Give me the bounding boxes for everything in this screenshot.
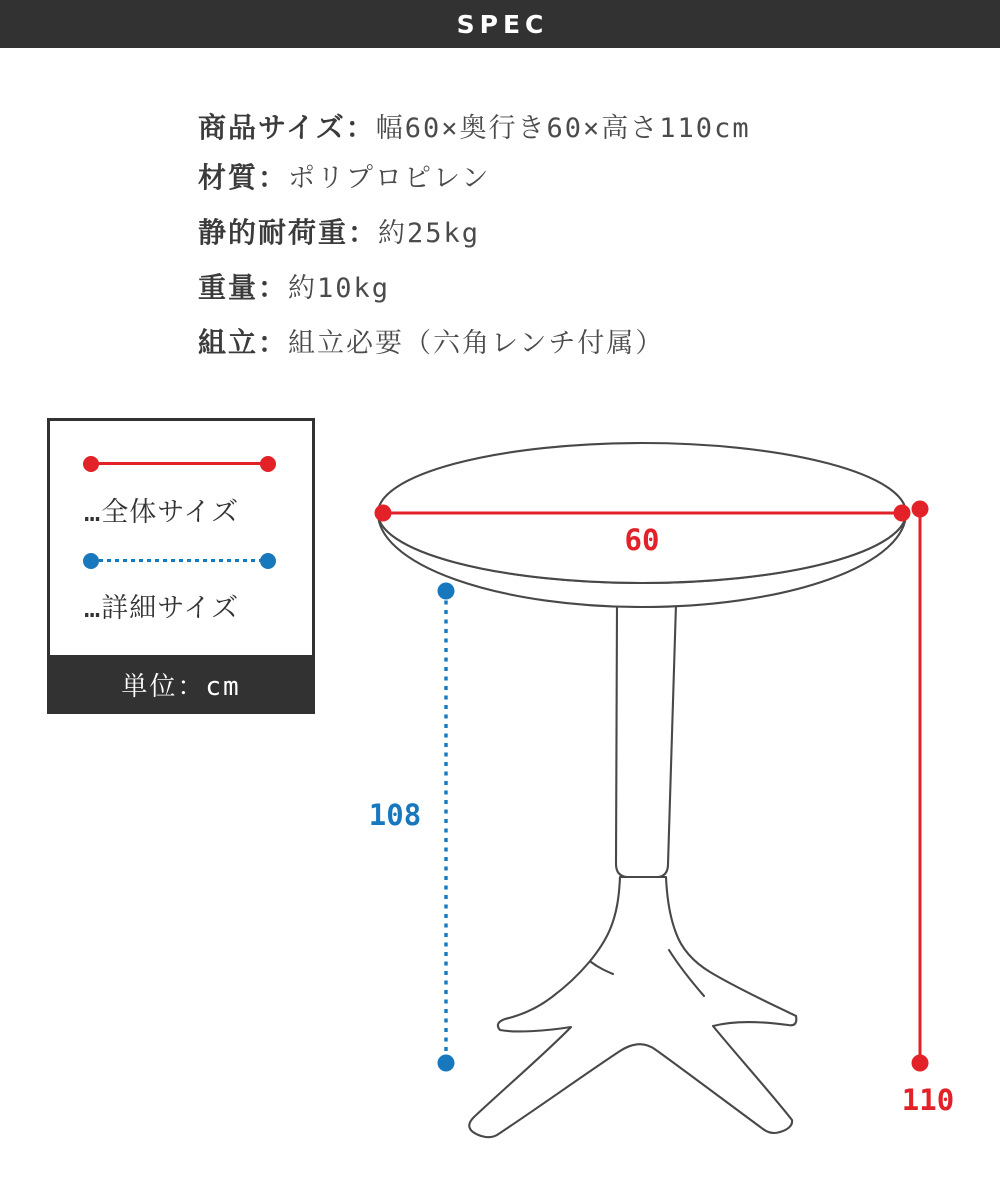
table-column [616, 604, 676, 877]
spec-label: 組立： [198, 326, 289, 359]
spec-label: 商品サイズ： [198, 111, 376, 144]
spec-value: ポリプロピレン [288, 163, 491, 194]
spec-label: 材質： [198, 161, 289, 194]
overall-size-label: …全体サイズ [84, 497, 240, 528]
unit-label: 単位：cm [47, 655, 315, 714]
spec-value: 約25kg [378, 218, 481, 249]
dim-width-value: 60 [624, 523, 660, 557]
spec-value: 幅60×奥行き60×高さ110cm [375, 113, 751, 144]
spec-header-title: SPEC [456, 9, 549, 39]
dim-overall-height-value: 110 [901, 1083, 955, 1117]
dim-detail-height-value: 108 [368, 798, 422, 832]
table-base-outline [469, 877, 796, 1137]
detail-size-label: …詳細サイズ [84, 593, 240, 624]
spec-label: 重量： [198, 271, 289, 304]
dim-overall-height [912, 501, 929, 1072]
spec-value: 約10kg [288, 273, 391, 304]
spec-label: 静的耐荷重： [198, 216, 379, 249]
dim-detail-height [438, 583, 455, 1072]
spec-value: 組立必要（六角レンチ付属） [288, 328, 665, 359]
